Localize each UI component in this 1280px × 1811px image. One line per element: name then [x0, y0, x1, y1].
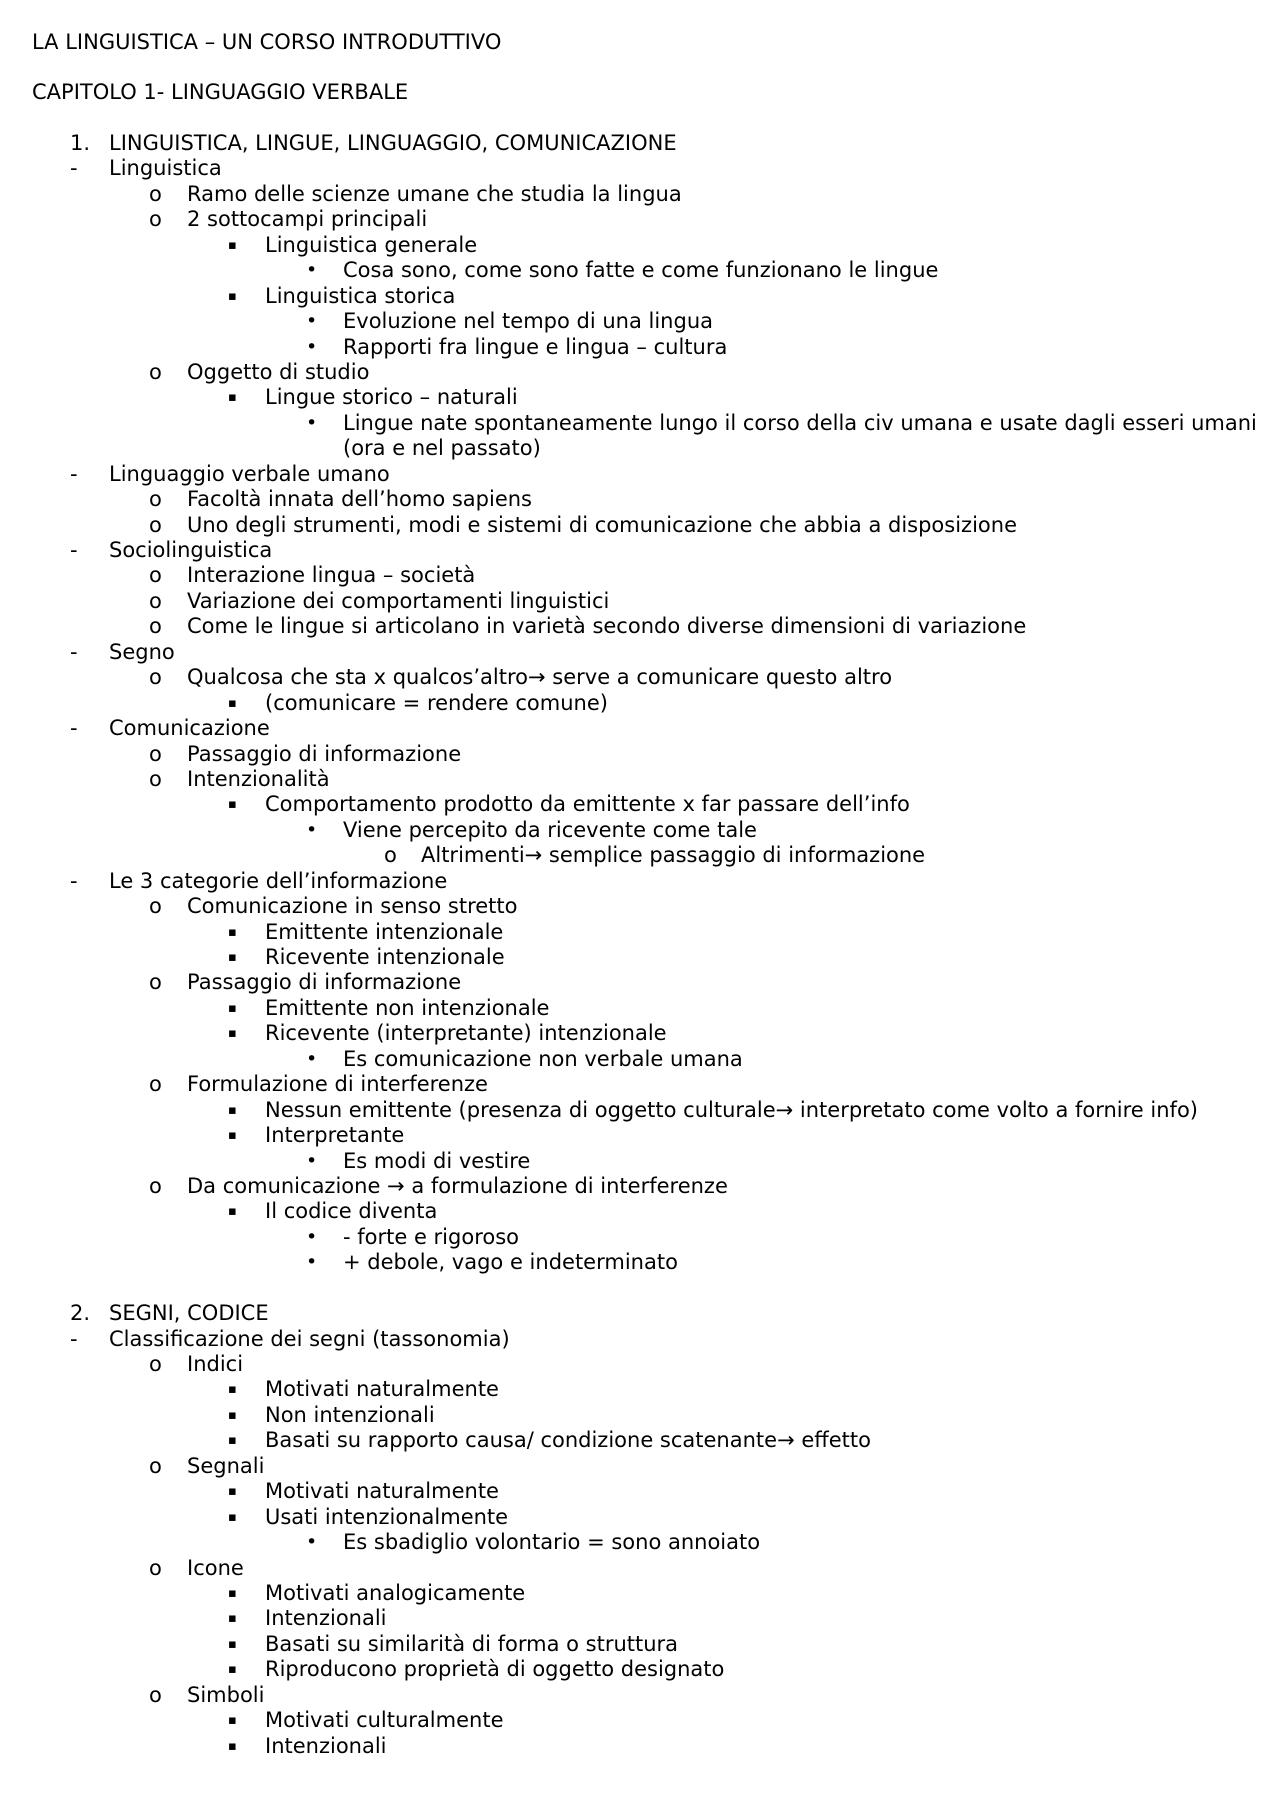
list-item [0, 1149, 1280, 1174]
outline-list [0, 131, 1280, 1759]
section-heading [0, 1301, 1280, 1326]
list-marker: ▪ [228, 1433, 237, 1449]
list-item-text: Motivati naturalmente [265, 1479, 499, 1504]
list-item [0, 945, 1280, 970]
list-marker: • [306, 335, 318, 358]
list-marker: ▪ [228, 237, 237, 253]
list-marker: o [149, 588, 162, 613]
list-marker: o [149, 563, 162, 588]
list-marker: o [149, 665, 162, 690]
list-marker: - [70, 461, 78, 486]
list-item [0, 462, 1280, 487]
list-item-text: Le 3 categorie dell’informazione [109, 868, 448, 893]
list-item [0, 1505, 1280, 1530]
list-marker: • [306, 1047, 318, 1070]
list-item [0, 1225, 1280, 1250]
list-marker: ▪ [228, 1382, 237, 1398]
list-marker: ▪ [228, 1509, 237, 1525]
list-item [0, 1377, 1280, 1402]
list-marker: - [70, 538, 78, 563]
list-marker: o [149, 1072, 162, 1097]
list-item [0, 767, 1280, 792]
list-marker: o [149, 894, 162, 919]
list-item [0, 1556, 1280, 1581]
list-marker: ▪ [228, 1484, 237, 1500]
list-item-text: Motivati culturalmente [265, 1708, 504, 1733]
list-item [0, 970, 1280, 995]
list-item-text: Lingue nate spontaneamente lungo il corso della civ umana e usate dagli esseri umani (ora e nel passato) [343, 410, 1257, 461]
list-marker: ▪ [228, 924, 237, 940]
list-item-text: Formulazione di interferenze [187, 1072, 488, 1097]
list-item [0, 1708, 1280, 1733]
list-marker: ▪ [228, 1128, 237, 1144]
section-heading-text: LINGUISTICA, LINGUE, LINGUAGGIO, COMUNICAZIONE [109, 131, 677, 155]
list-item [0, 1403, 1280, 1428]
list-item-text: Segno [109, 639, 175, 664]
list-item-text: Cosa sono, come sono fatte e come funzionano le lingue [343, 258, 939, 283]
list-item [0, 691, 1280, 716]
list-item [0, 843, 1280, 868]
list-item-text: Passaggio di informazione [187, 970, 462, 995]
list-marker: o [149, 181, 162, 206]
list-item [0, 1352, 1280, 1377]
list-item-text: Emittente intenzionale [265, 919, 504, 944]
list-item-text: Simboli [187, 1682, 265, 1707]
list-item-text: Ricevente intenzionale [265, 945, 505, 970]
list-marker: ▪ [228, 1585, 237, 1601]
list-item [0, 1606, 1280, 1631]
list-marker: o [149, 207, 162, 232]
list-item [0, 1734, 1280, 1759]
list-marker: ▪ [228, 1636, 237, 1652]
list-marker: ▪ [228, 1407, 237, 1423]
list-item [0, 1657, 1280, 1682]
list-marker: ▪ [228, 797, 237, 813]
list-item [0, 1123, 1280, 1148]
list-item-text: Linguaggio verbale umano [109, 461, 390, 486]
list-item-text: Usati intenzionalmente [265, 1504, 509, 1529]
list-item-text: Rapporti fra lingue e lingua – cultura [343, 334, 728, 359]
list-item [0, 1047, 1280, 1072]
list-item-text: Intenzionali [265, 1733, 387, 1758]
list-item-text: Riproducono proprietà di oggetto designato [265, 1657, 725, 1682]
list-item-text: - forte e rigoroso [343, 1224, 520, 1249]
list-marker: ▪ [228, 390, 237, 406]
list-item-text: Comunicazione [109, 716, 270, 741]
list-item-text: Come le lingue si articolano in varietà secondo diverse dimensioni di variazione [187, 614, 1027, 639]
list-item [0, 1428, 1280, 1453]
list-marker: o [149, 741, 162, 766]
list-item-text: Comunicazione in senso stretto [187, 894, 518, 919]
list-item-text: + debole, vago e indeterminato [343, 1250, 678, 1275]
list-item-text: Linguistica [109, 156, 222, 181]
list-item [0, 742, 1280, 767]
list-item-text: Icone [187, 1555, 244, 1580]
list-marker: • [306, 1531, 318, 1554]
list-item-text: Da comunicazione → a formulazione di interferenze [187, 1173, 728, 1198]
list-item [0, 258, 1280, 283]
list-marker: ▪ [228, 1738, 237, 1754]
list-marker: o [149, 614, 162, 639]
list-item [0, 996, 1280, 1021]
list-item-text: Classificazione dei segni (tassonomia) [109, 1326, 510, 1351]
list-marker: o [149, 970, 162, 995]
list-marker: ▪ [228, 1611, 237, 1627]
list-marker: ▪ [228, 1662, 237, 1678]
list-item [0, 1072, 1280, 1097]
document-title: LA LINGUISTICA – UN CORSO INTRODUTTIVO [32, 30, 502, 54]
list-marker: o [149, 1555, 162, 1580]
list-item [0, 1530, 1280, 1555]
list-item-text: Motivati naturalmente [265, 1377, 499, 1402]
list-marker: ▪ [228, 1102, 237, 1118]
list-marker: ▪ [228, 1000, 237, 1016]
list-marker: • [306, 1149, 318, 1172]
list-item-text: Motivati analogicamente [265, 1580, 526, 1605]
list-marker: o [149, 1173, 162, 1198]
list-item [0, 1454, 1280, 1479]
list-item [0, 818, 1280, 843]
list-marker: - [70, 716, 78, 741]
list-item-text: Intenzionalità [187, 766, 330, 791]
list-marker: • [306, 310, 318, 333]
list-item [0, 563, 1280, 588]
list-item [0, 1021, 1280, 1046]
list-item [0, 1098, 1280, 1123]
list-marker: - [70, 1326, 78, 1351]
list-marker: - [70, 639, 78, 664]
list-item [0, 894, 1280, 919]
list-marker: ▪ [228, 288, 237, 304]
list-item [0, 233, 1280, 258]
list-item [0, 1632, 1280, 1657]
list-item-text: Es sbadiglio volontario = sono annoiato [343, 1530, 761, 1555]
list-item-text: Altrimenti→ semplice passaggio di informazione [421, 843, 926, 868]
list-item-text: Ramo delle scienze umane che studia la lingua [187, 181, 682, 206]
list-item [0, 869, 1280, 894]
list-item-text: Viene percepito da ricevente come tale [343, 817, 757, 842]
list-item [0, 792, 1280, 817]
list-item [0, 614, 1280, 639]
list-marker: o [149, 1352, 162, 1377]
list-marker: ▪ [228, 695, 237, 711]
list-marker: - [70, 868, 78, 893]
list-item [0, 335, 1280, 360]
list-item-text: Ricevente (interpretante) intenzionale [265, 1021, 667, 1046]
list-item-text: Es comunicazione non verbale umana [343, 1046, 743, 1071]
list-item-text: Emittente non intenzionale [265, 995, 550, 1020]
list-item [0, 360, 1280, 385]
list-marker: o [149, 512, 162, 537]
list-item [0, 538, 1280, 563]
list-marker: 2. [70, 1301, 91, 1326]
list-item [0, 182, 1280, 207]
list-item-text: Es modi di vestire [343, 1148, 531, 1173]
list-item-text: (comunicare = rendere comune) [265, 690, 608, 715]
list-marker: - [70, 156, 78, 181]
list-item-text: Passaggio di informazione [187, 741, 462, 766]
list-item-text: Linguistica generale [265, 232, 478, 257]
list-item [0, 1174, 1280, 1199]
list-marker: ▪ [228, 1204, 237, 1220]
list-item [0, 716, 1280, 741]
section-heading [0, 131, 1280, 156]
list-item-text: 2 sottocampi principali [187, 207, 428, 232]
list-marker: o [149, 487, 162, 512]
list-item [0, 1683, 1280, 1708]
list-marker: o [149, 766, 162, 791]
list-item [0, 207, 1280, 232]
list-item [0, 1479, 1280, 1504]
list-marker: • [306, 818, 318, 841]
list-item-text: Segnali [187, 1453, 265, 1478]
list-item [0, 589, 1280, 614]
chapter-heading: CAPITOLO 1- LINGUAGGIO VERBALE [32, 80, 409, 104]
list-item-text: Interazione lingua – società [187, 563, 476, 588]
list-item [0, 156, 1280, 181]
list-item-text: Facoltà innata dell’homo sapiens [187, 487, 533, 512]
list-item-text: Evoluzione nel tempo di una lingua [343, 309, 713, 334]
list-marker: 1. [70, 131, 91, 155]
list-marker: o [384, 843, 397, 868]
list-item [0, 640, 1280, 665]
list-item-text: Uno degli strumenti, modi e sistemi di comunicazione che abbia a disposizione [187, 512, 1017, 537]
list-item-text: Intenzionali [265, 1606, 387, 1631]
list-item [0, 1581, 1280, 1606]
list-item [0, 920, 1280, 945]
list-item [0, 665, 1280, 690]
list-item-text: Non intenzionali [265, 1402, 435, 1427]
list-marker: o [149, 359, 162, 384]
list-item [0, 1327, 1280, 1352]
list-item-text: Sociolinguistica [109, 538, 273, 563]
list-marker: ▪ [228, 950, 237, 966]
list-item-text: Indici [187, 1352, 244, 1377]
list-item-text: Linguistica storica [265, 283, 456, 308]
list-item [0, 487, 1280, 512]
list-item [0, 513, 1280, 538]
list-item [0, 1199, 1280, 1224]
list-item-text: Nessun emittente (presenza di oggetto culturale→ interpretato come volto a fornire info) [265, 1097, 1198, 1122]
list-marker: ▪ [228, 1026, 237, 1042]
list-item [0, 411, 1280, 462]
list-item [0, 309, 1280, 334]
section-heading-text: SEGNI, CODICE [109, 1301, 269, 1326]
list-marker: o [149, 1682, 162, 1707]
list-item [0, 385, 1280, 410]
list-marker: • [306, 1251, 318, 1274]
list-item [0, 1250, 1280, 1275]
list-marker: • [306, 411, 318, 434]
list-marker: • [306, 259, 318, 282]
list-item-text: Qualcosa che sta x qualcos’altro→ serve a comunicare questo altro [187, 665, 893, 690]
list-item-text: Oggetto di studio [187, 359, 370, 384]
list-item-text: Il codice diventa [265, 1199, 438, 1224]
list-item-text: Comportamento prodotto da emittente x far passare dell’info [265, 792, 910, 817]
list-item-text: Basati su similarità di forma o struttura [265, 1631, 679, 1656]
list-marker: o [149, 1453, 162, 1478]
list-item-text: Basati su rapporto causa/ condizione scatenante→ effetto [265, 1428, 871, 1453]
list-marker: • [306, 1225, 318, 1248]
list-item-text: Variazione dei comportamenti linguistici [187, 588, 610, 613]
list-marker: ▪ [228, 1713, 237, 1729]
list-item-text: Lingue storico – naturali [265, 385, 518, 410]
list-item-text: Interpretante [265, 1123, 405, 1148]
list-item [0, 284, 1280, 309]
